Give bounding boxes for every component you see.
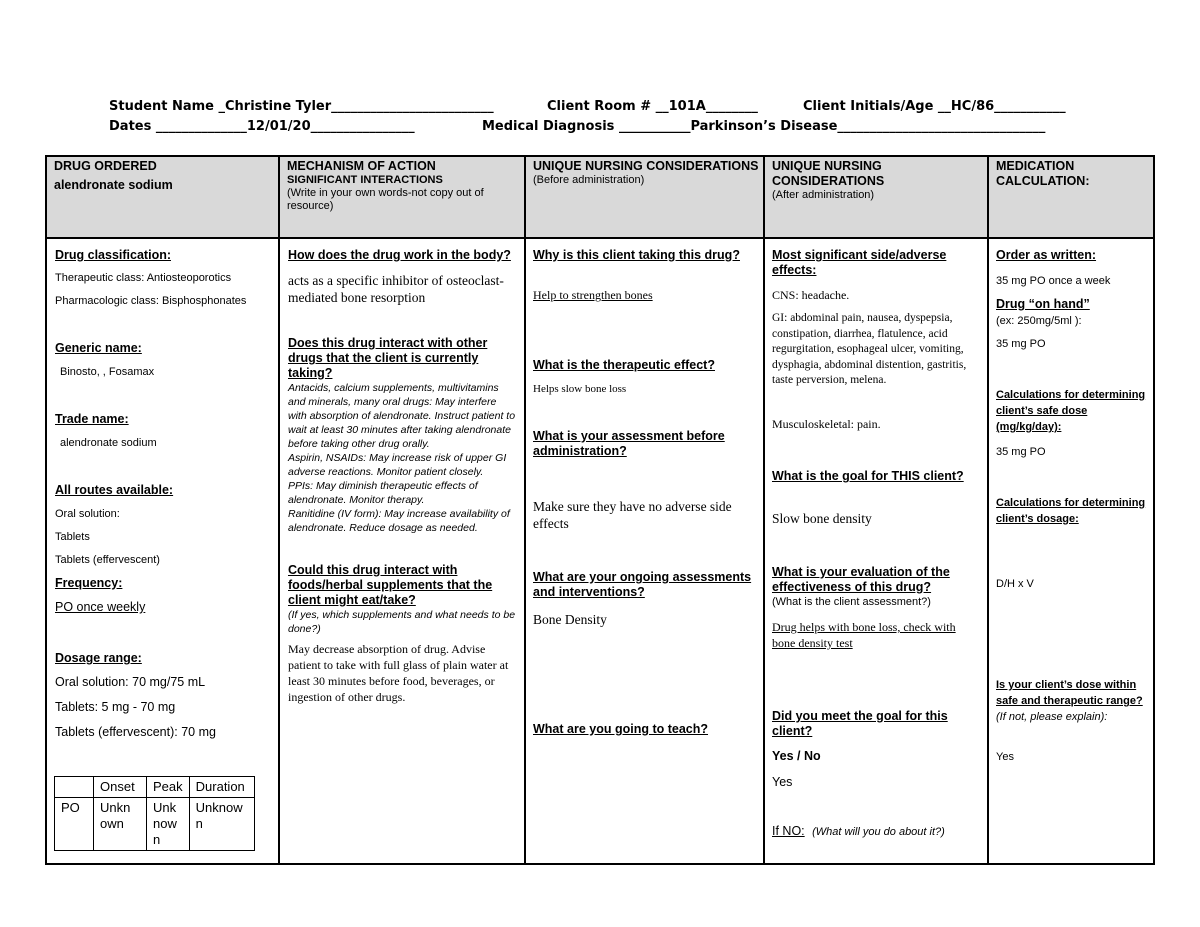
drug-classification-label: Drug classification: [55, 248, 171, 262]
drug-interaction-question: Does this drug interact with other drugs that the client is currently taking? [288, 336, 488, 380]
column-divider [987, 157, 989, 863]
safe-dose-calc-label: Calculations for determining client’s safe dose (mg/kg/day): [996, 389, 1146, 433]
ongoing-assessments-question: What are your ongoing assessments and interventions? [533, 570, 752, 599]
calculation-header [996, 159, 1146, 189]
dosage-calc-value: D/H x V [996, 578, 1034, 590]
before-admin-title: UNIQUE NURSING CONSIDERATIONS [533, 159, 759, 173]
table-header-peak: Peak [147, 777, 190, 798]
table-cell: PO [55, 798, 94, 851]
goal-question: What is the goal for THIS client? [772, 469, 964, 483]
table-cell: Unknow n [189, 798, 254, 851]
table-cell [55, 777, 94, 798]
pharmacologic-class: Pharmacologic class: Bisphosphonates [55, 295, 247, 307]
dosage-range-label: Dosage range: [55, 651, 142, 665]
mechanism-header [287, 159, 519, 213]
assessment-before-answer: Make sure they have no adverse side effects [533, 499, 732, 531]
table-header-duration: Duration [189, 777, 254, 798]
mechanism-instructions: (Write in your own words-not copy out of resource) [287, 187, 484, 212]
interaction-ppis: PPIs: May diminish therapeutic effects of alendronate. Monitor therapy. [288, 480, 478, 506]
route-tablets-effervescent: Tablets (effervescent) [55, 554, 160, 566]
drug-on-hand-example: (ex: 250mg/5ml ): [996, 315, 1082, 327]
interaction-antacids: Antacids, calcium supplements, multivitamins and minerals, many oral drugs: May interfere with absorption of alendronate. Instruct patient to wait at least 30 minutes after taking alendronate before taking other drug orally. [288, 382, 516, 450]
before-admin-subtitle: (Before administration) [533, 174, 645, 186]
interaction-ranitidine: Ranitidine (IV form): May increase availability of alendronate. Reduce dosage as needed. [288, 508, 510, 534]
frequency-label: Frequency: [55, 576, 123, 590]
column-divider [763, 157, 765, 863]
column-divider [278, 157, 280, 863]
order-as-written-value: 35 mg PO once a week [996, 275, 1111, 287]
generic-name-value: Binosto, , Fosamax [60, 366, 155, 378]
food-interaction-answer: May decrease absorption of drug. Advise patient to take with full glass of plain water at least 30 minutes before food, beverages, or ingestion of other drugs. [288, 642, 509, 704]
table-row [55, 798, 255, 851]
evaluation-question: What is your evaluation of the effectiveness of this drug? [772, 565, 950, 594]
after-admin-title: UNIQUE NURSING CONSIDERATIONS [772, 159, 885, 188]
dose-range-instructions: (If not, please explain): [996, 711, 1108, 723]
table-header-onset: Onset [94, 777, 147, 798]
goal-met-answer: Yes [772, 775, 793, 789]
dose-range-answer: Yes [996, 751, 1014, 763]
after-admin-subtitle: (After administration) [772, 189, 875, 201]
table-cell: Unk now n [147, 798, 190, 851]
therapeutic-class: Therapeutic class: Antiosteoporotics [55, 272, 232, 284]
generic-name-label: Generic name: [55, 341, 142, 355]
dose-tablets: Tablets: 5 mg - 70 mg [55, 700, 176, 714]
dates-field: Dates ______________12/01/20________________ [109, 119, 415, 134]
assessment-before-question: What is your assessment before administration? [533, 429, 725, 458]
frequency-value: PO once weekly [55, 600, 146, 614]
why-taking-answer: Help to strengthen bones [533, 288, 653, 302]
client-initials-age-field: Client Initials/Age __HC/86___________ [803, 99, 1066, 114]
column-divider [524, 157, 526, 863]
if-no-label: If NO: [772, 824, 805, 838]
how-drug-works-question: How does the drug work in the body? [288, 248, 511, 262]
trade-name-value: alendronate sodium [60, 437, 157, 449]
client-room-field: Client Room # __101A________ [547, 99, 758, 114]
evaluation-answer: Drug helps with bone loss, check with bone density test [772, 620, 956, 650]
why-taking-question: Why is this client taking this drug? [533, 248, 740, 262]
if-no-instructions: (What will you do about it?) [812, 826, 945, 838]
side-effects-question: Most significant side/adverse effects: [772, 248, 947, 277]
dose-oral-solution: Oral solution: 70 mg/75 mL [55, 675, 206, 689]
calculation-title: MEDICATION CALCULATION: [996, 159, 1090, 188]
safe-dose-calc-value: 35 mg PO [996, 446, 1046, 458]
side-effects-cns: CNS: headache. [772, 288, 850, 302]
mechanism-column [288, 248, 516, 705]
side-effects-musculoskeletal: Musculoskeletal: pain. [772, 417, 881, 431]
table-cell: Unkn own [94, 798, 147, 851]
teaching-question: What are you going to teach? [533, 722, 709, 736]
drug-ordered-name: alendronate sodium [54, 178, 173, 192]
goal-answer: Slow bone density [772, 511, 872, 526]
after-admin-header [772, 159, 982, 202]
table-header-row [55, 777, 255, 798]
student-name-field: Student Name _Christine Tyler_________________________ [109, 99, 494, 114]
route-tablets: Tablets [55, 531, 90, 543]
onset-peak-duration-table [54, 776, 255, 851]
interactions-subtitle: SIGNIFICANT INTERACTIONS [287, 174, 443, 186]
interaction-aspirin: Aspirin, NSAIDs: May increase risk of upper GI adverse reactions. Monitor patient closely. [288, 452, 507, 478]
medical-diagnosis-field: Medical Diagnosis ___________Parkinson’s Disease________________________________ [482, 119, 1046, 134]
dosage-calc-label: Calculations for determining client’s dosage: [996, 497, 1146, 525]
if-no-line [772, 824, 945, 838]
evaluation-subtitle: (What is the client assessment?) [772, 596, 931, 608]
side-effects-gi: GI: abdominal pain, nausea, dyspepsia, constipation, diarrhea, flatulence, acid regurgitation, esophageal ulcer, vomiting, dysphagia, abdominal distention, gastritis, taste perversion, melena. [772, 312, 967, 386]
therapeutic-effect-answer: Helps slow bone loss [533, 383, 627, 395]
mechanism-title: MECHANISM OF ACTION [287, 159, 436, 173]
drug-on-hand-value: 35 mg PO [996, 338, 1046, 350]
trade-name-label: Trade name: [55, 412, 129, 426]
drug-ordered-header [54, 159, 274, 193]
route-oral-solution: Oral solution: [55, 508, 120, 520]
dose-range-question: Is your client’s dose within safe and therapeutic range? [996, 679, 1143, 707]
food-interaction-question: Could this drug interact with foods/herbal supplements that the client might eat/take? [288, 563, 493, 607]
therapeutic-effect-question: What is the therapeutic effect? [533, 358, 715, 372]
goal-met-question: Did you meet the goal for this client? [772, 709, 948, 738]
food-interaction-instructions: (If yes, which supplements and what needs to be done?) [288, 609, 516, 635]
before-admin-header [533, 159, 759, 187]
drug-ordered-title: DRUG ORDERED [54, 159, 157, 173]
ongoing-assessments-answer: Bone Density [533, 612, 607, 627]
dose-range-check [996, 677, 1151, 725]
order-as-written-label: Order as written: [996, 248, 1097, 262]
drug-on-hand-label: Drug “on hand” [996, 297, 1090, 311]
how-drug-works-answer: acts as a specific inhibitor of osteoclast- mediated bone resorption [288, 273, 504, 305]
yes-no-label: Yes / No [772, 749, 821, 763]
routes-label: All routes available: [55, 483, 174, 497]
dose-tablets-effervescent: Tablets (effervescent): 70 mg [55, 725, 216, 739]
